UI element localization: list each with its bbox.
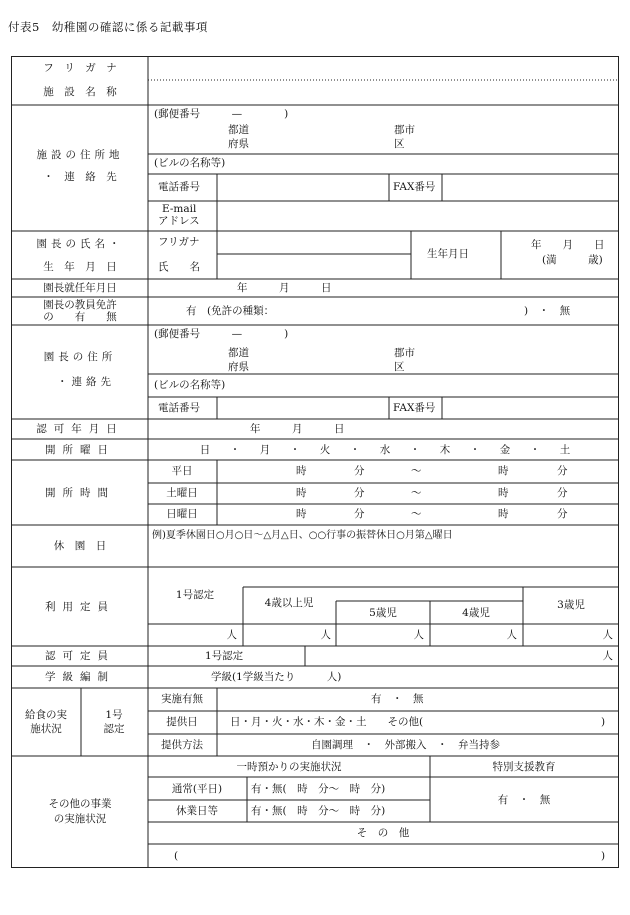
open-day-sep: ・ <box>409 444 421 456</box>
other-label-1: その他の事業 <box>48 798 112 810</box>
license-label-2: の 有 無 <box>43 311 117 323</box>
capacity-unit-age4plus: 人 <box>320 629 331 641</box>
open-day-fri: 金 <box>499 444 511 456</box>
hours-sunday-sep: 〜 <box>411 508 422 520</box>
hours-weekday-m1: 分 <box>354 465 365 477</box>
director-fullname-label: 氏 名 <box>158 261 200 273</box>
hours-saturday-h2: 時 <box>498 487 509 499</box>
capacity-age4: 4歳児 <box>462 607 490 619</box>
hours-weekday-sep: 〜 <box>411 465 422 477</box>
open-day-tue: 火 <box>319 444 331 456</box>
hours-weekday-label: 平日 <box>171 465 193 477</box>
capacity-age4plus: 4歳以上児 <box>264 597 314 609</box>
open-days-label: 開所曜日 <box>45 444 115 456</box>
others-paren-close: ) <box>601 850 606 862</box>
special-education-header: 特別支援教育 <box>492 761 556 773</box>
director-gunshi-1: 郡市 <box>394 347 415 359</box>
director-todofuken-2: 府県 <box>228 361 249 373</box>
hours-saturday-m2: 分 <box>557 487 568 499</box>
meals-cert-2: 認定 <box>103 723 125 735</box>
capacity-unit-age5: 人 <box>413 629 424 641</box>
furigana-label: フ リ ガ ナ <box>43 62 117 74</box>
capacity-age3: 3歳児 <box>557 599 585 611</box>
capacity-age5: 5歳児 <box>369 607 397 619</box>
meals-days-value: 日・月・火・水・木・金・土 その他( <box>230 716 424 728</box>
meals-days-label: 提供日 <box>166 716 198 728</box>
approval-date-label: 認可年月日 <box>36 423 124 435</box>
hours-sunday-h2: 時 <box>498 508 509 520</box>
director-name-label: 園長の氏名・ <box>36 238 124 250</box>
director-fax-label: FAX番号 <box>393 402 436 414</box>
capacity-label: 利用定員 <box>45 601 115 613</box>
open-day-wed: 水 <box>379 444 391 456</box>
hours-sunday-m2: 分 <box>557 508 568 520</box>
meals-implementation-value: 有 ・ 無 <box>371 693 424 705</box>
director-age: (満 歳) <box>542 254 603 266</box>
open-day-sep: ・ <box>529 444 541 456</box>
temp-care-weekday-value: 有・無( 時 分〜 時 分) <box>251 783 386 795</box>
meals-method-value: 自園調理 ・ 外部搬入 ・ 弁当持参 <box>311 739 500 751</box>
facility-postal: (郵便番号 — ) <box>154 108 289 120</box>
hours-sunday-h1: 時 <box>296 508 307 520</box>
open-day-sep: ・ <box>289 444 301 456</box>
open-day-sep: ・ <box>349 444 361 456</box>
facility-email-label-1: E-mail <box>162 203 197 215</box>
others-paren-open: ( <box>174 850 179 862</box>
approved-capacity-unit: 人 <box>602 650 613 662</box>
open-day-thu: 木 <box>439 444 451 456</box>
director-todofuken-1: 都道 <box>228 347 249 359</box>
approval-date-value: 年 月 日 <box>250 423 345 435</box>
temp-care-weekday-label: 通常(平日) <box>171 783 223 795</box>
facility-building: (ビルの名称等) <box>154 157 226 169</box>
special-education-value: 有 ・ 無 <box>497 794 551 806</box>
meals-label-2: 施状況 <box>30 723 62 735</box>
director-phone-label: 電話番号 <box>158 402 200 414</box>
license-value: 有 (免許の種類： <box>186 305 275 317</box>
holidays-label: 休 園 日 <box>53 540 107 552</box>
capacity-unit-age3: 人 <box>602 629 613 641</box>
others-header: そ の 他 <box>356 827 410 839</box>
director-birth-ymd: 年 月 日 <box>531 239 605 251</box>
facility-todofuken-1: 都道 <box>228 124 249 136</box>
meals-method-label: 提供方法 <box>161 739 203 751</box>
appointment-label: 園長就任年月日 <box>43 282 117 294</box>
director-birth-label: 生 年 月 日 <box>43 261 117 273</box>
capacity-unit-cert1: 人 <box>226 629 237 641</box>
director-address-label: 園長の住所 <box>43 351 117 363</box>
license-label-1: 園長の教員免許 <box>43 299 117 311</box>
capacity-cert1: 1号認定 <box>175 589 215 601</box>
director-postal: (郵便番号 — ) <box>154 328 289 340</box>
open-day-sun: 日 <box>199 444 211 456</box>
approved-capacity-cert1: 1号認定 <box>205 650 244 662</box>
approved-capacity-label: 認可定員 <box>45 650 115 662</box>
hours-saturday-label: 土曜日 <box>166 487 198 499</box>
meals-days-tail: ) <box>601 716 606 728</box>
hours-saturday-sep: 〜 <box>411 487 422 499</box>
appointment-value: 年 月 日 <box>237 282 332 294</box>
temp-care-holiday-label: 休業日等 <box>176 805 218 817</box>
open-day-sat: 土 <box>559 444 571 456</box>
facility-address-label: 施設の住所地 <box>36 149 124 161</box>
hours-saturday-h1: 時 <box>296 487 307 499</box>
other-label-2: の実施状況 <box>53 813 107 825</box>
director-furigana-label: フリガナ <box>158 236 200 248</box>
hours-weekday-h2: 時 <box>498 465 509 477</box>
facility-todofuken-2: 府県 <box>228 138 249 150</box>
facility-contact-label: ・ 連 絡 先 <box>43 171 117 183</box>
meals-implementation-label: 実施有無 <box>161 693 203 705</box>
director-contact-label: ・連絡先 <box>57 376 115 388</box>
open-day-sep: ・ <box>469 444 481 456</box>
open-day-sep: ・ <box>229 444 241 456</box>
director-gunshi-2: 区 <box>394 361 405 373</box>
classes-value: 学級(1学級当たり 人) <box>211 671 342 683</box>
hours-saturday-m1: 分 <box>354 487 365 499</box>
confirmation-form <box>11 56 619 868</box>
meals-label-1: 給食の実 <box>25 709 67 721</box>
director-birthdate-label: 生年月日 <box>427 248 469 260</box>
hours-sunday-label: 日曜日 <box>166 508 198 520</box>
facility-email-label-2: アドレス <box>158 215 200 227</box>
director-building: (ビルの名称等) <box>154 379 226 391</box>
facility-phone-label: 電話番号 <box>158 181 200 193</box>
capacity-unit-age4: 人 <box>506 629 517 641</box>
license-tail: ) ・ 無 <box>524 305 571 317</box>
facility-fax-label: FAX番号 <box>393 181 436 193</box>
meals-cert-1: 1号 <box>105 709 123 721</box>
facility-gunshi-2: 区 <box>394 138 405 150</box>
classes-label: 学級編制 <box>45 671 115 683</box>
hours-sunday-m1: 分 <box>354 508 365 520</box>
facility-gunshi-1: 郡市 <box>394 124 415 136</box>
document-title: 付表5 幼稚園の確認に係る記載事項 <box>8 20 208 34</box>
facility-name-label: 施 設 名 称 <box>43 86 117 98</box>
hours-weekday-h1: 時 <box>296 465 307 477</box>
open-day-mon: 月 <box>259 444 271 456</box>
temp-care-header: 一時預かりの実施状況 <box>236 761 342 773</box>
temp-care-holiday-value: 有・無( 時 分〜 時 分) <box>251 805 386 817</box>
hours-label: 開所時間 <box>45 487 115 499</box>
holidays-example: 例)夏季休園日○月○日〜△月△日、○○行事の振替休日○月第△曜日 <box>152 530 453 541</box>
hours-weekday-m2: 分 <box>557 465 568 477</box>
